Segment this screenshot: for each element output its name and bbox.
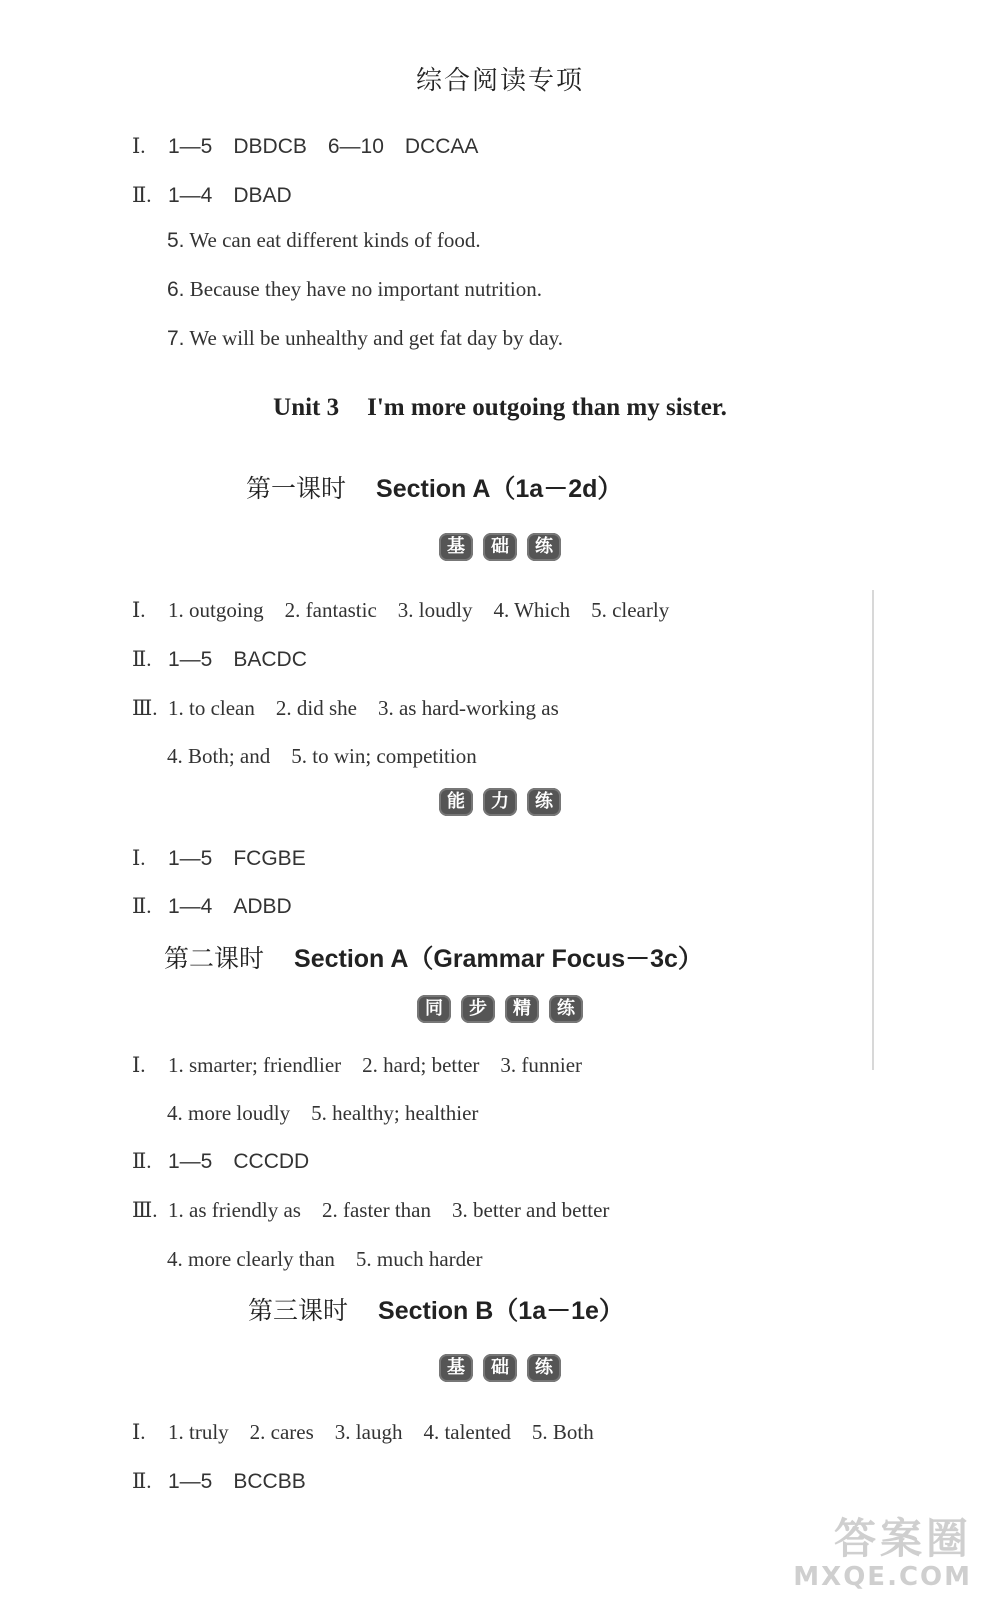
answer-text: 1—5 BACDC: [168, 648, 307, 671]
answer-text: 1—5 CCCDD: [168, 1150, 310, 1173]
badge-char: 练: [527, 788, 561, 816]
badge-ability-practice: [0, 788, 1000, 816]
badge-char: 础: [483, 1354, 517, 1382]
roman-numeral: Ⅰ.: [132, 134, 146, 158]
answer-text: 1—5 BCCBB: [168, 1470, 306, 1493]
lesson-2-line-1: [132, 1049, 582, 1079]
lesson-2-line-3: [132, 1145, 309, 1175]
lesson-1-line-2: [132, 643, 307, 673]
watermark-cn: 答案圈: [833, 1514, 972, 1563]
badge-char: 精: [505, 995, 539, 1023]
lesson-3-line-2: [132, 1465, 306, 1495]
roman-numeral: Ⅰ.: [132, 1053, 146, 1077]
unit-name: I'm more outgoing than my sister.: [367, 394, 727, 421]
badge-char: 同: [417, 995, 451, 1023]
site-watermark: [793, 1516, 972, 1592]
lesson-3-line-1: [132, 1416, 594, 1446]
lesson-1-title: [246, 469, 622, 505]
answer-text: 1. as friendly as 2. faster than 3. better and better: [168, 1198, 610, 1222]
badge-char: 力: [483, 788, 517, 816]
lesson-1-line-3: [132, 692, 559, 722]
lesson-cn-label: 第一课时: [246, 474, 347, 503]
lesson-section-label: Section A（1a－2d）: [376, 475, 623, 503]
reading-answer-q6: [167, 277, 542, 302]
answer-text: 1—5 FCGBE: [168, 847, 306, 870]
answer-text: 1. to clean 2. did she 3. as hard-working as: [168, 696, 559, 720]
lesson-cn-label: 第三课时: [248, 1296, 349, 1325]
answer-text: 4. more clearly than 5. much harder: [167, 1247, 483, 1271]
roman-numeral: Ⅱ.: [132, 647, 152, 671]
badge-char: 练: [549, 995, 583, 1023]
reading-answer-line-2: [132, 179, 292, 209]
badge-char: 能: [439, 788, 473, 816]
lesson-section-label: Section A（Grammar Focus－3c）: [294, 945, 703, 973]
reading-answer-q5: [167, 228, 481, 253]
answer-text: 4. Both; and 5. to win; competition: [167, 744, 477, 768]
answer-text: 1. outgoing 2. fantastic 3. loudly 4. Which 5. clearly: [168, 598, 670, 622]
lesson-2-line-2: [167, 1097, 478, 1127]
badge-char: 基: [439, 1354, 473, 1382]
lesson-2-line-5: [167, 1243, 482, 1273]
roman-numeral: Ⅰ.: [132, 1420, 146, 1444]
scan-edge-line: [872, 590, 874, 1070]
badge-char: 练: [527, 1354, 561, 1382]
roman-numeral: Ⅱ.: [132, 183, 152, 207]
badge-char: 础: [483, 533, 517, 561]
lesson-2-title: [164, 939, 703, 975]
badge-basic-practice: [0, 533, 1000, 561]
reading-answer-line-1: [132, 130, 478, 160]
lesson-1-line-5: [132, 842, 306, 872]
question-number: 7.: [167, 327, 185, 350]
roman-numeral: Ⅲ.: [132, 1198, 158, 1222]
reading-answer-q7: [167, 326, 563, 351]
question-number: 6.: [167, 278, 185, 301]
answer-text: 4. more loudly 5. healthy; healthier: [167, 1101, 479, 1125]
lesson-2-line-4: [132, 1194, 609, 1224]
badge-char: 步: [461, 995, 495, 1023]
answer-text: 1—4 ADBD: [168, 895, 292, 918]
answer-text: We will be unhealthy and get fat day by day.: [189, 326, 564, 350]
watermark-url: MXQE.COM: [793, 1562, 972, 1592]
badge-basic-practice-2: [0, 1354, 1000, 1382]
question-number: 5.: [167, 229, 185, 252]
answer-text: 1—4 DBAD: [168, 184, 292, 207]
lesson-1-line-1: [132, 594, 669, 624]
lesson-3-title: [248, 1291, 624, 1327]
roman-numeral: Ⅰ.: [132, 598, 146, 622]
badge-char: 练: [527, 533, 561, 561]
answer-text: We can eat different kinds of food.: [189, 228, 481, 252]
lesson-1-line-6: [132, 890, 292, 920]
roman-numeral: Ⅱ.: [132, 1469, 152, 1493]
answer-text: 1. truly 2. cares 3. laugh 4. talented 5. Both: [168, 1420, 594, 1444]
answer-text: 1—5 DBDCB 6—10 DCCAA: [168, 135, 479, 158]
unit-label: Unit 3: [273, 394, 340, 421]
badge-char: 基: [439, 533, 473, 561]
lesson-section-label: Section B（1a－1e）: [378, 1297, 624, 1325]
badge-sync-practice: [0, 995, 1000, 1023]
lesson-cn-label: 第二课时: [164, 944, 265, 973]
answer-text: 1. smarter; friendlier 2. hard; better 3. funnier: [168, 1053, 583, 1077]
page-heading: 综合阅读专项: [415, 66, 584, 96]
answer-text: Because they have no important nutrition.: [189, 277, 543, 301]
unit-title: [0, 394, 1000, 422]
lesson-1-line-4: [167, 740, 477, 770]
roman-numeral: Ⅰ.: [132, 846, 146, 870]
roman-numeral: Ⅲ.: [132, 696, 158, 720]
roman-numeral: Ⅱ.: [132, 1149, 152, 1173]
roman-numeral: Ⅱ.: [132, 894, 152, 918]
